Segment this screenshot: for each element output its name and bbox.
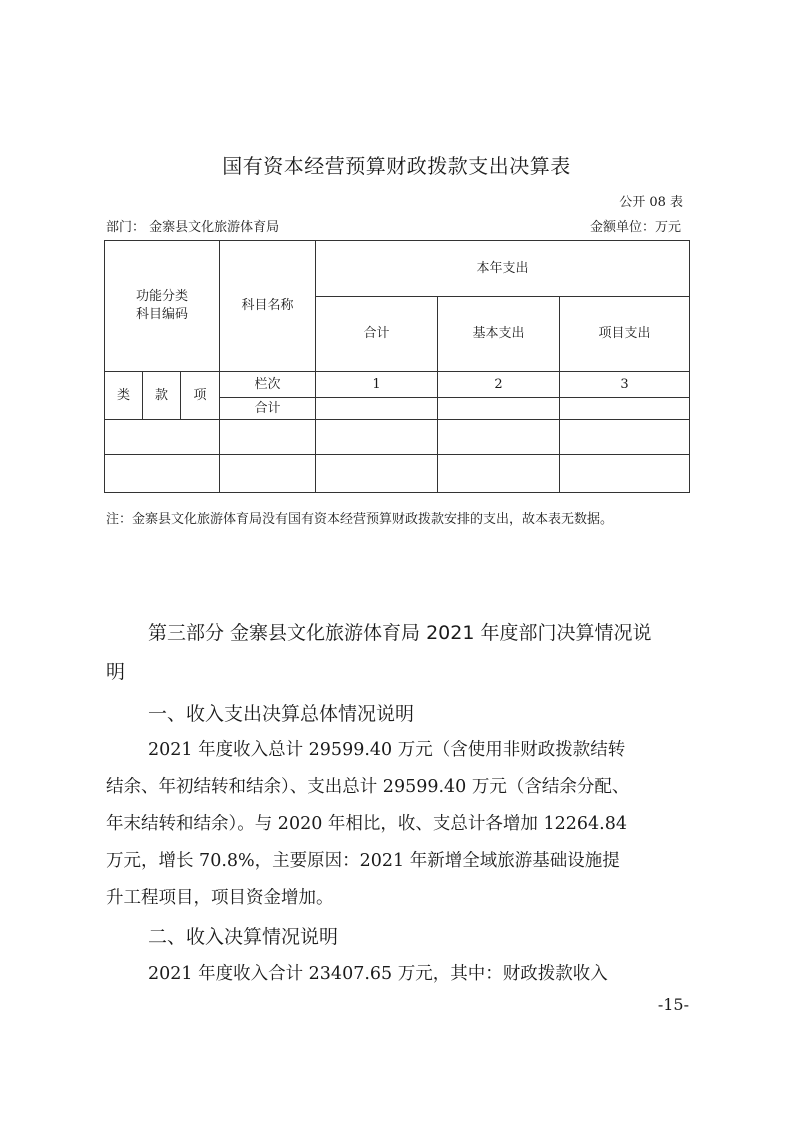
section2-heading: 二、收入决算情况说明	[148, 926, 339, 948]
function-code-header	[105, 241, 220, 372]
table-cell	[316, 420, 438, 455]
table-cell	[438, 455, 560, 493]
section1-heading: 一、收入支出决算总体情况说明	[148, 703, 415, 725]
current-year-expense-header: 本年支出	[316, 241, 690, 297]
table-cell	[105, 455, 220, 493]
expense-table	[104, 240, 690, 493]
basic-expense-column-header: 基本支出	[438, 297, 560, 372]
total-row-label: 合计	[220, 398, 316, 420]
lei-header: 类	[105, 372, 143, 420]
project-expense-column-header: 项目支出	[560, 297, 690, 372]
subject-name-header: 科目名称	[220, 241, 316, 372]
column-number-1: 1	[316, 372, 438, 398]
xiang-header: 项	[181, 372, 220, 420]
table-row	[105, 420, 690, 455]
table-cell	[105, 420, 220, 455]
paragraph-line: 2021 年度收入总计 29599.40 万元（含使用非财政拨款结转	[148, 740, 626, 760]
amount-unit-label: 金额单位：万元	[589, 220, 681, 235]
table-cell	[560, 420, 690, 455]
table-cell	[316, 398, 438, 420]
form-number: 公开 08 表	[619, 195, 683, 210]
table-cell	[438, 420, 560, 455]
table-cell	[316, 455, 438, 493]
table-title: 国有资本经营预算财政拨款支出决算表	[222, 154, 571, 178]
table-cell	[220, 455, 316, 493]
table-cell	[220, 420, 316, 455]
table-row	[105, 455, 690, 493]
paragraph-line: 2021 年度收入合计 23407.65 万元，其中：财政拨款收入	[148, 964, 608, 984]
paragraph-line: 年末结转和结余）。与 2020 年相比，收、支总计各增加 12264.84	[106, 814, 627, 834]
table-cell	[438, 398, 560, 420]
column-number-3: 3	[560, 372, 690, 398]
paragraph-line: 升工程项目，项目资金增加。	[106, 888, 334, 908]
function-code-header-line2: 科目编码	[135, 307, 188, 322]
column-order-label: 栏次	[220, 372, 316, 398]
function-code-header-line1: 功能分类	[135, 289, 188, 304]
column-number-2: 2	[438, 372, 560, 398]
table-note: 注：金寨县文化旅游体育局没有国有资本经营预算财政拨款安排的支出，故本表无数据。	[106, 512, 614, 527]
kuan-header: 款	[143, 372, 181, 420]
paragraph-line: 结余、年初结转和结余）、支出总计 29599.40 万元（含结余分配、	[106, 777, 630, 797]
table-cell	[560, 455, 690, 493]
page-number: -15-	[657, 995, 689, 1014]
total-column-header: 合计	[316, 297, 438, 372]
paragraph-line: 万元，增长 70.8%，主要原因：2021 年新增全域旅游基础设施提	[106, 851, 620, 871]
table-cell	[560, 398, 690, 420]
section3-title-continued: 明	[106, 661, 126, 683]
department-label: 部门： 金寨县文化旅游体育局	[106, 220, 280, 235]
section3-title: 第三部分 金寨县文化旅游体育局 2021 年度部门决算情况说	[148, 622, 652, 644]
